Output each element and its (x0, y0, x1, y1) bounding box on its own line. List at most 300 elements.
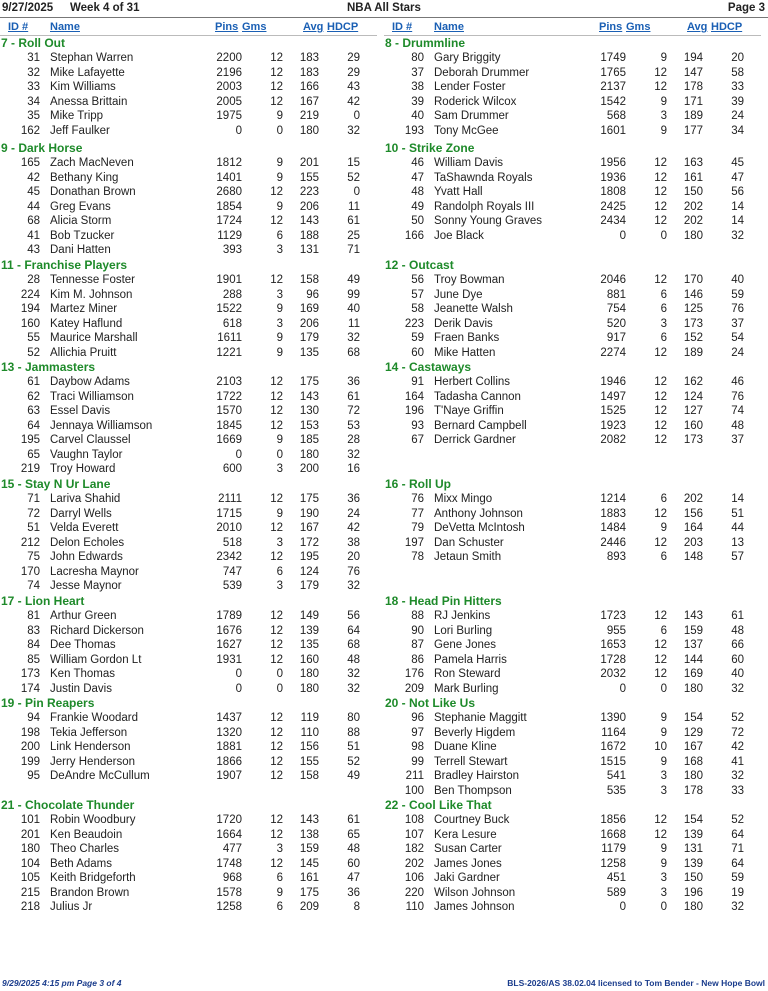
player-id: 180 (20, 843, 40, 855)
player-id: 50 (411, 215, 424, 227)
player-games: 6 (660, 332, 667, 344)
player-games: 12 (270, 274, 283, 286)
player-games: 12 (270, 81, 283, 93)
player-row (384, 755, 761, 770)
player-pins: 2046 (600, 274, 626, 286)
player-pins: 2111 (218, 493, 242, 505)
player-games: 12 (270, 493, 283, 505)
player-average: 127 (683, 405, 703, 417)
player-name: Jesse Maynor (50, 580, 122, 592)
player-id: 99 (411, 755, 424, 768)
player-pins: 1907 (216, 770, 242, 782)
player-games: 12 (270, 639, 283, 651)
player-name: Mike Tripp (50, 110, 104, 122)
report-title: NBA All Stars (347, 2, 421, 14)
player-name: Stephanie Maggitt (434, 712, 527, 724)
player-pins: 2032 (600, 668, 626, 680)
player-name: Yvatt Hall (434, 186, 483, 198)
player-games: 9 (276, 332, 283, 344)
player-handicap: 15 (347, 157, 360, 169)
player-id: 34 (27, 95, 40, 108)
player-average: 206 (299, 317, 319, 330)
team-block (384, 696, 761, 798)
player-name: Alicia Storm (50, 215, 112, 227)
player-row (0, 813, 377, 828)
player-row (0, 80, 377, 95)
player-name: Link Henderson (50, 741, 131, 753)
player-id: 110 (405, 901, 424, 913)
player-handicap: 29 (347, 66, 360, 79)
player-games: 12 (654, 814, 667, 826)
player-pins: 535 (606, 784, 626, 797)
player-row (0, 66, 377, 81)
player-pins: 2434 (600, 215, 626, 227)
player-games: 12 (654, 346, 667, 359)
player-id: 100 (404, 784, 424, 797)
player-id: 63 (27, 405, 40, 417)
player-row (0, 448, 377, 463)
player-name: Courtney Buck (434, 814, 510, 826)
player-pins: 1728 (600, 653, 626, 666)
player-handicap: 32 (347, 448, 360, 461)
player-row (0, 900, 377, 915)
player-id: 195 (20, 434, 40, 446)
player-name: Roderick Wilcox (434, 95, 517, 108)
team-name: 17 - Lion Heart (1, 594, 85, 608)
player-handicap: 36 (347, 493, 360, 505)
player-row (384, 346, 761, 361)
player-row (0, 857, 377, 872)
player-name: Greg Evans (50, 200, 111, 213)
player-name: Joe Black (434, 229, 484, 242)
player-average: 209 (299, 901, 319, 913)
player-pins: 1129 (217, 229, 242, 242)
player-handicap: 47 (731, 171, 744, 184)
player-pins: 1525 (600, 405, 626, 417)
player-id: 97 (411, 726, 424, 739)
player-handicap: 40 (347, 303, 360, 315)
player-pins: 568 (606, 110, 626, 122)
player-row (384, 740, 761, 755)
col-pins-header: Pins (215, 21, 239, 33)
player-handicap: 80 (347, 712, 360, 724)
player-average: 179 (299, 332, 319, 344)
player-handicap: 52 (731, 712, 744, 724)
player-pins: 477 (222, 843, 242, 855)
footer-license: BLS-2026/AS 38.02.04 licensed to Tom Bender - New Hope Bowl (507, 978, 765, 988)
player-handicap: 52 (347, 171, 360, 184)
player-row (384, 273, 761, 288)
player-row (384, 185, 761, 200)
player-pins: 968 (222, 872, 242, 884)
player-games: 12 (654, 668, 667, 680)
player-handicap: 64 (731, 857, 744, 870)
player-games: 12 (270, 712, 283, 724)
player-id: 199 (20, 755, 40, 768)
player-id: 59 (411, 332, 424, 344)
player-games: 12 (654, 434, 667, 446)
player-name: Troy Howard (50, 463, 116, 475)
player-games: 3 (276, 463, 283, 475)
player-games: 12 (654, 419, 667, 432)
player-id: 104 (20, 857, 40, 870)
player-row (384, 200, 761, 215)
player-pins: 1845 (216, 419, 242, 432)
player-id: 197 (404, 536, 424, 549)
player-pins: 589 (606, 886, 626, 899)
team-block (384, 36, 761, 141)
player-name: Bernard Campbell (434, 419, 527, 432)
player-handicap: 40 (731, 274, 744, 286)
player-name: Allichia Pruitt (50, 346, 117, 359)
player-id: 78 (411, 551, 424, 563)
player-pins: 0 (235, 124, 242, 137)
player-name: Kera Lesure (434, 828, 497, 841)
player-name: Theo Charles (50, 843, 120, 855)
player-average: 149 (299, 610, 319, 622)
player-name: Derik Davis (434, 317, 493, 330)
player-games: 12 (270, 726, 283, 739)
player-games: 3 (276, 288, 283, 301)
player-id: 209 (404, 682, 424, 695)
right-column (384, 19, 761, 915)
player-games: 12 (270, 419, 283, 432)
player-id: 170 (20, 565, 40, 578)
player-name: Herbert Collins (434, 376, 511, 388)
player-row (0, 185, 377, 200)
player-average: 180 (683, 682, 703, 695)
player-average: 152 (683, 332, 703, 344)
player-id: 42 (27, 171, 40, 184)
team-name: 16 - Roll Up (385, 477, 452, 491)
player-handicap: 14 (731, 215, 744, 227)
player-pins: 1946 (600, 376, 626, 388)
player-pins: 1901 (216, 274, 242, 286)
player-games: 9 (660, 522, 667, 534)
player-handicap: 56 (731, 186, 744, 198)
player-average: 173 (683, 317, 703, 330)
player-name: Justin Davis (50, 682, 112, 695)
player-name: Arthur Green (50, 610, 117, 622)
player-handicap: 36 (347, 886, 360, 899)
player-average: 139 (683, 828, 703, 841)
player-name: Jeanette Walsh (434, 303, 513, 315)
player-pins: 0 (619, 682, 626, 695)
player-average: 190 (299, 507, 319, 520)
player-row (384, 66, 761, 81)
player-handicap: 32 (347, 580, 360, 592)
player-name: Tony McGee (434, 124, 499, 137)
player-average: 160 (299, 653, 319, 666)
col-pins-header: Pins (599, 21, 623, 33)
player-games: 3 (276, 244, 283, 256)
player-id: 60 (411, 346, 424, 359)
player-average: 223 (299, 186, 319, 198)
player-games: 12 (654, 610, 667, 622)
player-games: 12 (654, 200, 667, 213)
player-pins: 1611 (217, 332, 242, 344)
player-row (384, 229, 761, 244)
player-id: 108 (404, 814, 424, 826)
player-handicap: 47 (347, 872, 360, 884)
player-games: 12 (654, 274, 667, 286)
player-name: Troy Bowman (434, 274, 505, 286)
player-row (0, 726, 377, 741)
player-id: 76 (411, 493, 424, 505)
player-handicap: 61 (347, 814, 360, 826)
player-name: Stephan Warren (50, 52, 134, 64)
player-name: Bradley Hairston (434, 770, 520, 782)
player-row (0, 433, 377, 448)
player-row (384, 507, 761, 522)
player-average: 178 (683, 81, 703, 93)
player-name: Julius Jr (50, 901, 93, 913)
player-name: Lender Foster (434, 81, 506, 93)
player-games: 0 (660, 901, 667, 913)
player-games: 6 (276, 565, 283, 578)
column-header (0, 19, 377, 36)
player-games: 9 (660, 755, 667, 768)
player-row (0, 624, 377, 639)
player-id: 74 (27, 580, 40, 592)
player-games: 12 (270, 814, 283, 826)
player-row (384, 624, 761, 639)
player-id: 86 (411, 653, 424, 666)
player-row (0, 682, 377, 697)
player-handicap: 52 (347, 755, 360, 768)
col-name-header: Name (50, 21, 80, 33)
player-average: 171 (683, 95, 703, 108)
player-row (0, 200, 377, 215)
player-handicap: 36 (347, 376, 360, 388)
player-handicap: 25 (347, 229, 360, 242)
player-handicap: 33 (731, 81, 744, 93)
player-pins: 1722 (216, 390, 242, 403)
player-average: 135 (299, 346, 319, 359)
player-name: Jetaun Smith (434, 551, 502, 563)
player-handicap: 28 (347, 434, 360, 446)
player-id: 224 (20, 288, 40, 301)
player-handicap: 56 (347, 610, 360, 622)
player-average: 196 (683, 886, 703, 899)
player-id: 33 (27, 81, 40, 93)
player-pins: 288 (222, 288, 242, 301)
player-pins: 2342 (216, 551, 242, 563)
player-average: 183 (299, 52, 319, 64)
player-games: 3 (276, 843, 283, 855)
player-row (0, 95, 377, 110)
player-average: 189 (683, 346, 703, 359)
player-pins: 1542 (600, 95, 626, 108)
player-games: 3 (660, 317, 667, 330)
player-row (0, 51, 377, 66)
player-average: 219 (299, 110, 319, 122)
player-handicap: 68 (347, 639, 360, 651)
player-id: 83 (27, 624, 40, 637)
team-name: 10 - Strike Zone (385, 141, 475, 155)
player-pins: 1258 (600, 857, 626, 870)
player-id: 91 (411, 376, 424, 388)
left-column (0, 19, 377, 915)
player-pins: 917 (606, 332, 626, 344)
team-block (0, 798, 377, 915)
player-games: 12 (270, 390, 283, 403)
player-handicap: 24 (731, 110, 744, 122)
player-row (384, 331, 761, 346)
player-handicap: 48 (347, 653, 360, 666)
player-average: 202 (683, 200, 703, 213)
player-pins: 393 (222, 244, 242, 256)
player-games: 9 (660, 726, 667, 739)
player-handicap: 32 (731, 229, 744, 242)
player-handicap: 34 (731, 124, 744, 137)
player-id: 211 (405, 770, 424, 782)
player-name: Fraen Banks (434, 332, 500, 344)
player-average: 156 (299, 741, 319, 753)
player-handicap: 42 (347, 95, 360, 108)
player-name: Wilson Johnson (434, 886, 516, 899)
player-row (0, 755, 377, 770)
player-name: Randolph Royals III (434, 200, 535, 213)
player-pins: 1715 (216, 507, 242, 520)
player-games: 12 (270, 215, 283, 227)
player-name: Carvel Claussel (50, 434, 131, 446)
player-handicap: 61 (731, 610, 744, 622)
player-row (0, 214, 377, 229)
player-average: 169 (683, 668, 703, 680)
player-pins: 0 (619, 901, 626, 913)
player-average: 201 (299, 157, 319, 169)
player-pins: 2137 (600, 81, 626, 93)
player-id: 81 (27, 610, 40, 622)
player-name: Delon Echoles (50, 536, 125, 549)
player-name: Anessa Brittain (50, 95, 128, 108)
player-name: Duane Kline (434, 741, 497, 753)
player-handicap: 71 (347, 244, 360, 256)
player-name: Ken Beaudoin (50, 828, 123, 841)
player-games: 12 (270, 186, 283, 198)
player-row (384, 769, 761, 784)
player-games: 9 (660, 124, 667, 137)
player-name: Jaki Gardner (434, 872, 500, 884)
player-pins: 1669 (216, 434, 242, 446)
player-average: 180 (683, 901, 703, 913)
player-average: 158 (299, 274, 319, 286)
player-row (0, 171, 377, 186)
player-pins: 2425 (600, 200, 626, 213)
player-name: Terrell Stewart (434, 755, 508, 768)
player-pins: 1856 (600, 814, 626, 826)
player-games: 12 (270, 405, 283, 417)
player-row (0, 711, 377, 726)
player-name: Essel Davis (50, 405, 111, 417)
player-name: Katey Haflund (50, 317, 123, 330)
player-row (384, 653, 761, 668)
player-name: Tennesse Foster (50, 274, 136, 286)
player-pins: 0 (235, 448, 242, 461)
player-handicap: 32 (731, 682, 744, 695)
player-handicap: 32 (347, 332, 360, 344)
player-name: Mixx Mingo (434, 493, 493, 505)
player-pins: 1956 (600, 157, 626, 169)
player-id: 32 (27, 66, 40, 79)
player-games: 9 (276, 434, 283, 446)
player-id: 46 (411, 157, 424, 169)
player-pins: 0 (235, 682, 242, 695)
player-row (384, 886, 761, 901)
player-name: Mike Lafayette (50, 66, 125, 79)
player-handicap: 40 (731, 668, 744, 680)
player-id: 55 (27, 332, 40, 344)
player-average: 180 (683, 229, 703, 242)
player-handicap: 32 (347, 124, 360, 137)
player-row (0, 109, 377, 124)
player-games: 6 (660, 303, 667, 315)
player-row (0, 243, 377, 258)
player-pins: 618 (222, 317, 242, 330)
player-name: Jeff Faulker (50, 124, 110, 137)
column-header (384, 19, 761, 36)
player-row (0, 124, 377, 139)
player-pins: 1749 (600, 52, 626, 64)
player-average: 188 (299, 229, 319, 242)
player-name: James Johnson (434, 901, 515, 913)
player-name: Pamela Harris (434, 653, 507, 666)
player-id: 57 (411, 288, 424, 301)
player-games: 6 (276, 872, 283, 884)
player-average: 129 (683, 726, 703, 739)
player-average: 146 (683, 288, 703, 301)
team-name: 13 - Jammasters (1, 360, 96, 374)
player-games: 12 (654, 171, 667, 184)
player-id: 49 (411, 200, 424, 213)
player-handicap: 46 (731, 376, 744, 388)
team-name: 14 - Castaways (385, 360, 472, 374)
player-pins: 2274 (600, 346, 626, 359)
team-name: 21 - Chocolate Thunder (1, 798, 135, 812)
player-average: 179 (299, 580, 319, 592)
player-row (384, 638, 761, 653)
team-block (0, 258, 377, 360)
player-handicap: 64 (731, 828, 744, 841)
player-pins: 1866 (216, 755, 242, 768)
player-id: 38 (411, 81, 424, 93)
player-name: June Dye (434, 288, 483, 301)
player-pins: 1221 (216, 346, 242, 359)
player-row (384, 156, 761, 171)
team-block (0, 141, 377, 258)
player-row (384, 214, 761, 229)
player-pins: 451 (606, 872, 626, 884)
player-id: 35 (27, 110, 40, 122)
player-average: 96 (306, 288, 319, 301)
player-id: 44 (27, 200, 40, 213)
player-id: 87 (411, 639, 424, 651)
player-games: 6 (276, 229, 283, 242)
player-row (0, 550, 377, 565)
col-id-header: ID # (8, 21, 29, 33)
player-row (384, 80, 761, 95)
player-handicap: 65 (347, 828, 360, 841)
team-name: 19 - Pin Reapers (1, 696, 95, 710)
player-games: 9 (660, 52, 667, 64)
player-pins: 2005 (216, 95, 242, 108)
player-average: 173 (683, 434, 703, 446)
player-id: 200 (20, 741, 40, 753)
team-name: 22 - Cool Like That (385, 798, 492, 812)
player-games: 12 (270, 376, 283, 388)
player-handicap: 49 (347, 770, 360, 782)
